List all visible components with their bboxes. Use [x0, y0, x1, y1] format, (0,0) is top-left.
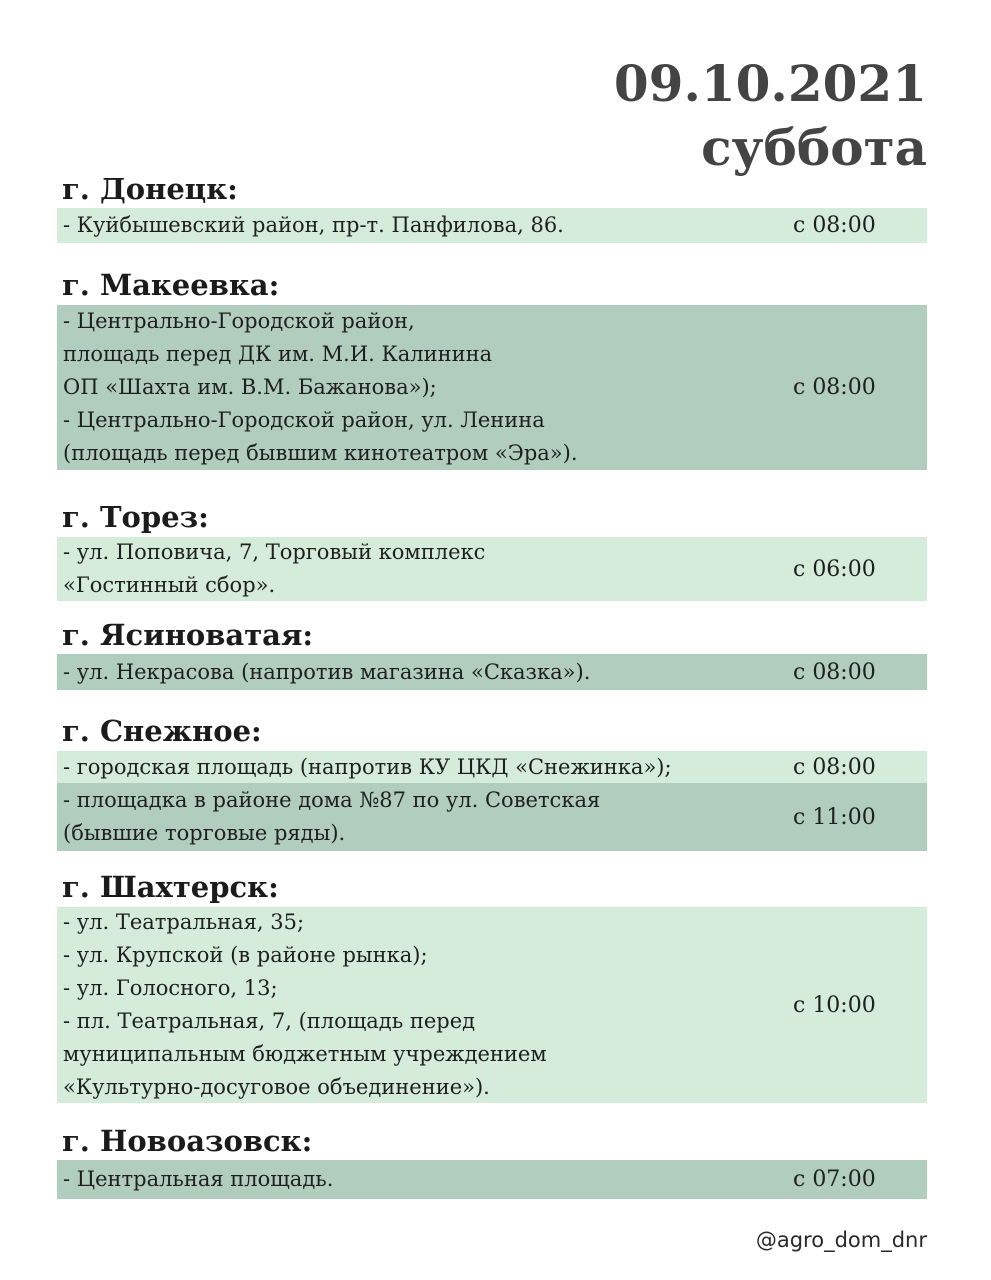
- city-heading-snezhnoe: г. Снежное:: [62, 714, 262, 748]
- schedule-row: [57, 537, 927, 601]
- schedule-row: [57, 305, 927, 470]
- schedule-weekday: суббота: [701, 118, 927, 177]
- schedule-row: [57, 907, 927, 1103]
- city-heading-yasinovataya: г. Ясиноватая:: [62, 618, 314, 652]
- row-time: с 08:00: [793, 213, 876, 238]
- row-time: с 07:00: [793, 1167, 876, 1192]
- row-address: - площадка в районе дома №87 по ул. Советская (бывшие торговые ряды).: [63, 788, 601, 845]
- schedule-row: [57, 654, 927, 690]
- social-handle: @agro_dom_dnr: [755, 1228, 927, 1252]
- schedule-row: [57, 1160, 927, 1199]
- city-heading-novoazovsk: г. Новоазовск:: [62, 1124, 313, 1158]
- row-time: с 10:00: [793, 992, 876, 1018]
- schedule-row: [57, 751, 927, 783]
- city-heading-shakhtersk: г. Шахтерск:: [62, 870, 279, 904]
- row-time: с 08:00: [793, 754, 876, 780]
- row-address: - ул. Некрасова (напротив магазина «Сказка»).: [63, 659, 591, 684]
- city-heading-torez: г. Торез:: [62, 500, 209, 534]
- city-heading-donetsk: г. Донецк:: [62, 172, 238, 206]
- row-address: - Центральная площадь.: [63, 1167, 334, 1191]
- schedule-row: [57, 208, 927, 243]
- row-address: - ул. Поповича, 7, Торговый комплекс «Гостинный сбор».: [63, 540, 486, 597]
- row-time: с 08:00: [793, 659, 876, 685]
- row-address: - городская площадь (напротив КУ ЦКД «Снежинка»);: [63, 754, 672, 779]
- row-time: с 11:00: [793, 804, 876, 830]
- city-heading-makeevka: г. Макеевка:: [62, 268, 280, 302]
- row-time: с 08:00: [793, 375, 876, 400]
- row-time: с 06:00: [793, 556, 876, 582]
- schedule-row: [57, 783, 927, 851]
- row-address: - Центрально-Городской район, площадь перед ДК им. М.И. Калинина ОП «Шахта им. В.М. Бажанова»); - Центрально-Городской район, ул. Ленина (площадь перед бывшим кинотеатром «Эра»).: [63, 309, 578, 465]
- row-address: - Куйбышевский район, пр-т. Панфилова, 86.: [63, 213, 564, 237]
- schedule-date: 09.10.2021: [613, 54, 927, 113]
- row-address: - ул. Театральная, 35; - ул. Крупской (в районе рынка); - ул. Голосного, 13; - пл. Театральная, 7, (площадь перед муниципальным бюджетным учреждением «Культурно-досуговое объединение»).: [63, 910, 547, 1099]
